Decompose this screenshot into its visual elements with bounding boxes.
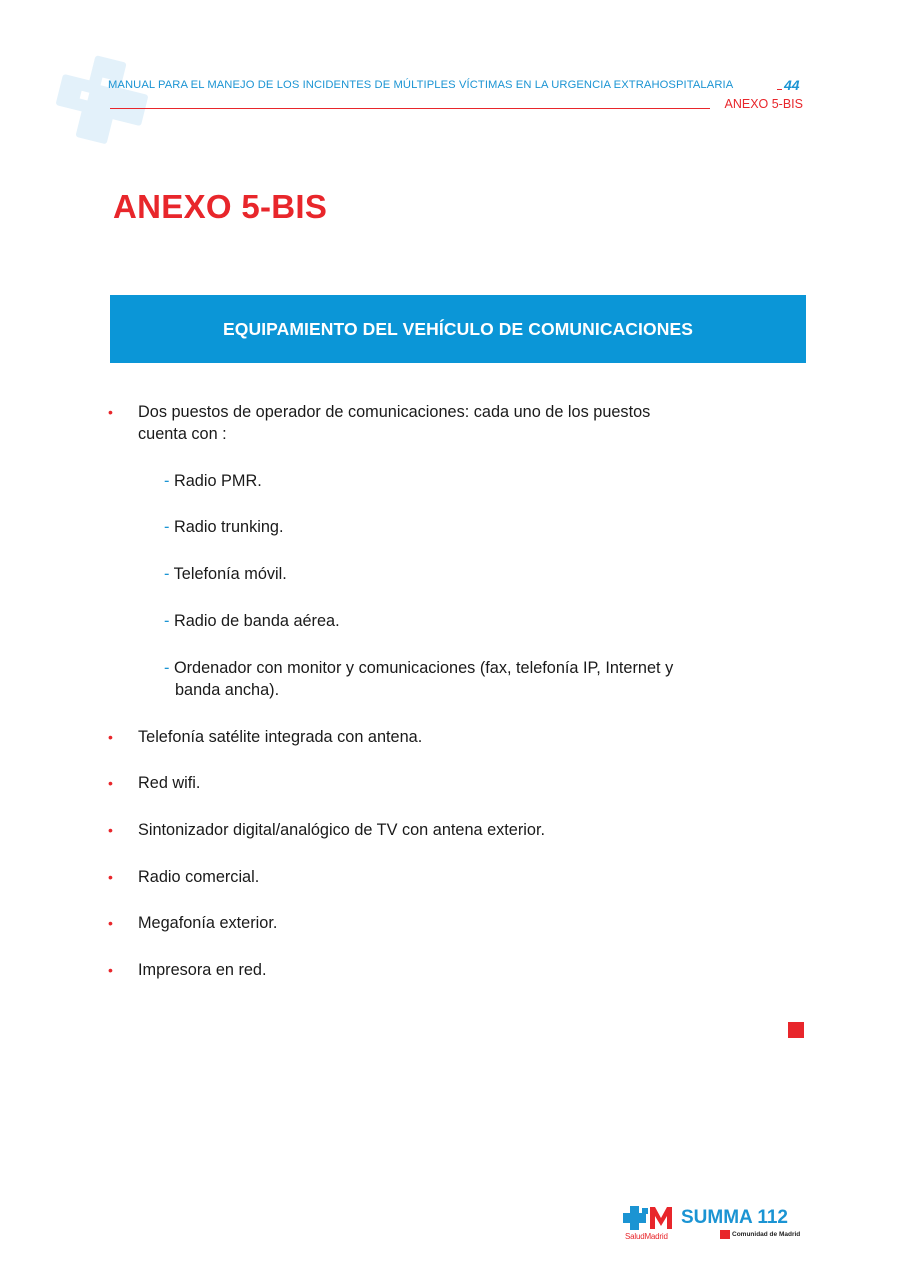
list-item-text: Impresora en red. bbox=[138, 961, 267, 979]
header-title: MANUAL PARA EL MANEJO DE LOS INCIDENTES DE MÚLTIPLES VÍCTIMAS EN LA URGENCIA EXTRAHOSPITALARIA bbox=[108, 79, 734, 91]
header-dash bbox=[777, 89, 782, 90]
list-item-text: Telefonía satélite integrada con antena. bbox=[138, 728, 423, 746]
salud-madrid-logo-icon bbox=[622, 1205, 676, 1231]
header-rule bbox=[110, 108, 710, 109]
sub-list-item-text: Radio PMR. bbox=[173, 472, 262, 490]
list-item-text: Radio comercial. bbox=[138, 868, 260, 886]
bullet-icon: • bbox=[108, 822, 113, 838]
sub-list-item bbox=[164, 563, 704, 585]
list-item-text: Sintonizador digital/analógico de TV con antena exterior. bbox=[138, 821, 545, 839]
madrid-flag-icon bbox=[720, 1230, 730, 1239]
section-banner bbox=[110, 295, 806, 363]
bullet-icon: • bbox=[108, 869, 113, 885]
dash-icon: - bbox=[164, 612, 170, 630]
corner-cross-logo bbox=[52, 52, 152, 148]
dash-icon: - bbox=[164, 565, 170, 583]
sub-list-item-text: Radio de banda aérea. bbox=[173, 612, 340, 630]
comunidad-de-madrid-label: Comunidad de Madrid bbox=[732, 1231, 801, 1238]
bullet-icon: • bbox=[108, 404, 113, 420]
dash-icon: - bbox=[164, 659, 170, 677]
sub-list-item bbox=[164, 657, 704, 701]
sub-list-item-text-continuation: banda ancha). bbox=[175, 681, 280, 699]
list-item bbox=[108, 726, 698, 748]
comunidad-de-madrid-logo bbox=[720, 1230, 800, 1239]
list-item-text: Dos puestos de operador de comunicaciones: cada uno de los puestos cuenta con : bbox=[138, 403, 651, 443]
sub-list-item bbox=[164, 610, 704, 632]
list-item bbox=[108, 772, 698, 794]
list-item-text: Megafonía exterior. bbox=[138, 914, 278, 932]
list-item bbox=[108, 959, 698, 981]
list-item-text: Red wifi. bbox=[138, 774, 201, 792]
sub-list-item-text: Telefonía móvil. bbox=[173, 565, 287, 583]
list-item bbox=[108, 912, 698, 934]
bullet-icon: • bbox=[108, 962, 113, 978]
bullet-icon: • bbox=[108, 915, 113, 931]
bullet-icon: • bbox=[108, 775, 113, 791]
dash-icon: - bbox=[164, 472, 170, 490]
sub-list-item-text: Radio trunking. bbox=[173, 518, 284, 536]
summa-112-label: SUMMA 112 bbox=[681, 1207, 788, 1228]
section-heading: EQUIPAMIENTO DEL VEHÍCULO DE COMUNICACIONES bbox=[222, 318, 694, 339]
list-item bbox=[108, 819, 698, 841]
sub-list-item bbox=[164, 470, 704, 492]
sub-list-item bbox=[164, 516, 704, 538]
list-item bbox=[108, 401, 698, 445]
footer-logo bbox=[622, 1205, 812, 1245]
salud-madrid-label: SaludMadrid bbox=[625, 1232, 668, 1241]
page-number: 44 bbox=[784, 77, 800, 93]
bullet-icon: • bbox=[108, 729, 113, 745]
sub-list-item-text: Ordenador con monitor y comunicaciones (fax, telefonía IP, Internet y bbox=[173, 659, 674, 677]
dash-icon: - bbox=[164, 518, 170, 536]
end-of-section-square-icon bbox=[788, 1022, 804, 1038]
header-annex-label: ANEXO 5-BIS bbox=[724, 97, 803, 111]
list-item bbox=[108, 866, 698, 888]
page-title: ANEXO 5-BIS bbox=[113, 188, 328, 225]
